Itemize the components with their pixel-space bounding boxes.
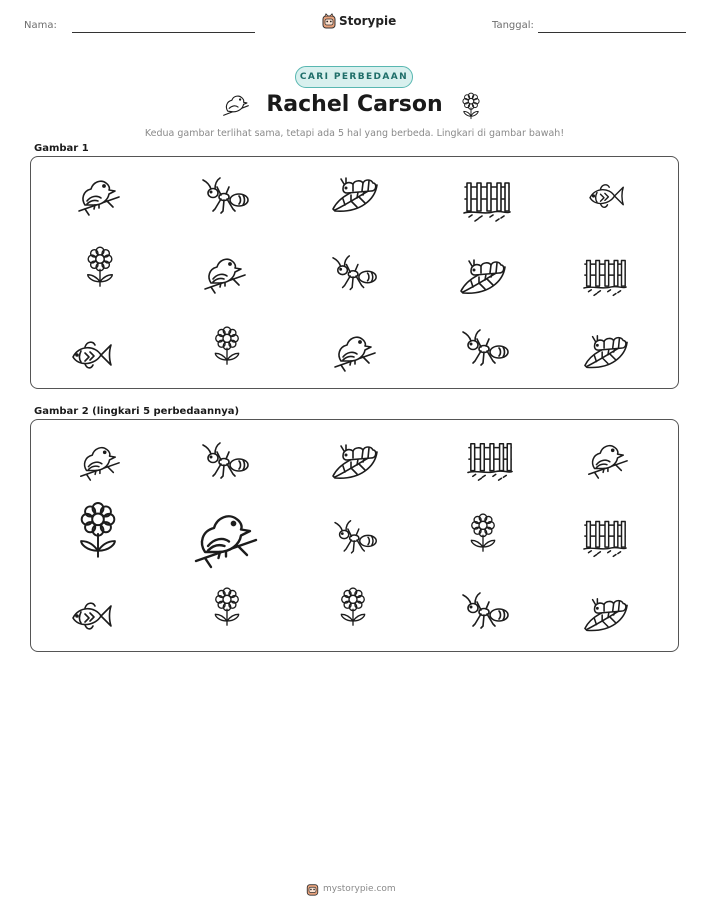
picture-1-ant-icon xyxy=(203,175,251,223)
picture-1-label: Gambar 1 xyxy=(34,143,89,154)
picture-1-flower-icon xyxy=(79,245,121,287)
picture-1-fish-icon xyxy=(583,175,625,217)
picture-2-panel[interactable] xyxy=(30,419,679,652)
date-field[interactable] xyxy=(538,32,686,33)
picture-2-ant-icon[interactable] xyxy=(463,590,511,638)
name-label: Nama: xyxy=(24,20,57,31)
picture-1-fence-icon xyxy=(463,177,511,225)
picture-1-caterpillar-leaf-icon xyxy=(583,329,629,375)
picture-1-fish-icon xyxy=(65,331,113,379)
picture-1-flower-icon xyxy=(207,325,247,365)
activity-badge: CARI PERBEDAAN xyxy=(295,66,413,88)
picture-2-flower-icon[interactable] xyxy=(333,586,373,626)
brand-name: Storypie xyxy=(339,14,397,28)
picture-2-flower-icon[interactable] xyxy=(463,512,503,552)
picture-1-ant-icon xyxy=(333,253,379,299)
picture-2-bird-icon[interactable] xyxy=(75,436,121,482)
picture-2-caterpillar-leaf-icon[interactable] xyxy=(331,438,379,486)
picture-2-fence-icon[interactable] xyxy=(583,516,627,560)
mascot-icon xyxy=(306,882,319,896)
picture-1-bird-icon xyxy=(73,169,121,217)
page-title: Rachel Carson xyxy=(266,92,443,117)
picture-2-flower-icon[interactable] xyxy=(69,500,127,558)
date-label: Tanggal: xyxy=(492,20,534,31)
brand-logo xyxy=(322,13,396,29)
picture-2-ant-icon[interactable] xyxy=(335,518,379,562)
picture-1-fence-icon xyxy=(583,255,627,299)
picture-1-caterpillar-leaf-icon xyxy=(331,171,379,219)
picture-1-bird-icon xyxy=(199,247,247,295)
picture-2-fish-icon[interactable] xyxy=(65,592,113,640)
picture-1-bird-icon xyxy=(329,325,377,373)
picture-1-ant-icon xyxy=(463,327,511,375)
footer xyxy=(306,882,396,896)
mascot-icon xyxy=(322,13,336,29)
picture-2-flower-icon[interactable] xyxy=(207,586,247,626)
instructions-text: Kedua gambar terlihat sama, tetapi ada 5 hal yang berbeda. Lingkari di gambar bawah! xyxy=(144,128,565,139)
name-field[interactable] xyxy=(72,32,255,33)
picture-2-label: Gambar 2 (lingkari 5 perbedaannya) xyxy=(34,406,240,417)
picture-2-fence-icon[interactable] xyxy=(467,438,513,484)
picture-2-bird-icon[interactable] xyxy=(583,434,629,480)
flower-icon xyxy=(459,92,483,120)
footer-url: mystorypie.com xyxy=(323,884,396,894)
picture-1-caterpillar-leaf-icon xyxy=(459,253,507,301)
picture-2-bird-icon[interactable] xyxy=(187,498,259,570)
picture-2-ant-icon[interactable] xyxy=(203,440,251,488)
picture-1-panel xyxy=(30,156,679,389)
picture-2-caterpillar-leaf-icon[interactable] xyxy=(583,592,629,638)
